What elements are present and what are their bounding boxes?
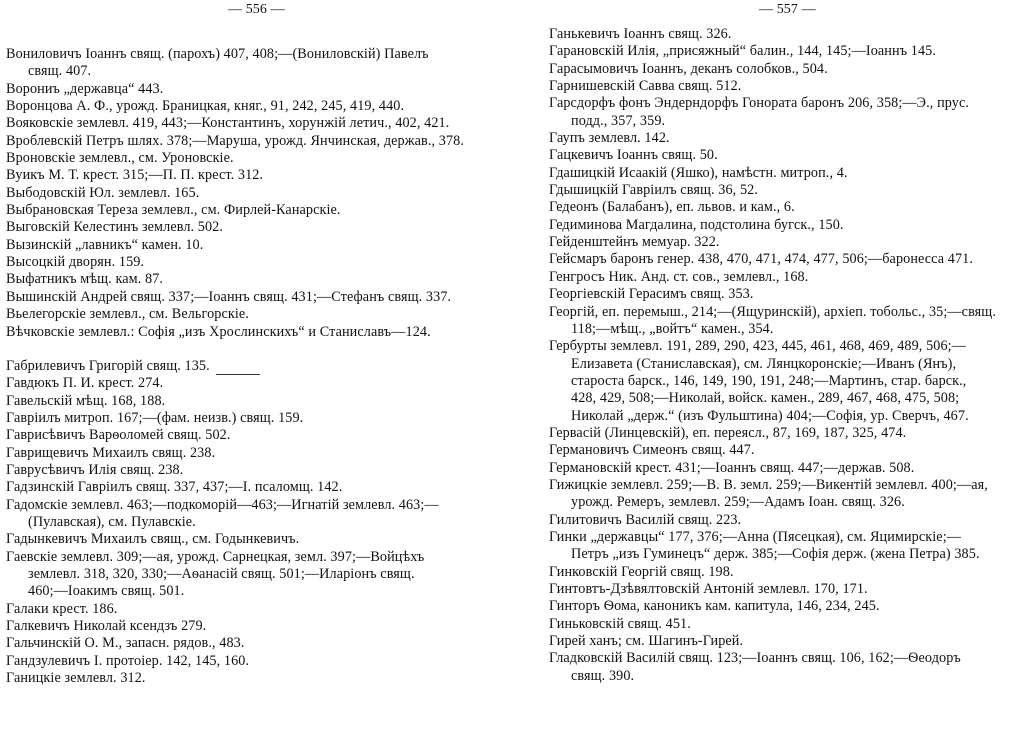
index-entry: Гальчинскій О. М., запасн. рядов., 483. — [6, 635, 245, 652]
index-entry: Гинтовтъ-Дзѣвялтовскій Антоній землевл. 170, 171. — [549, 581, 868, 597]
index-entry: Галаки крест. 186. — [6, 600, 118, 617]
index-entry: Гилитовичъ Василій свящ. 223. — [549, 511, 742, 528]
index-entry: Гадзинскій Гавріилъ свящ. 337, 437;—І. псаломщ. 142. — [6, 479, 343, 496]
index-entry: Гинковскій Георгій свящ. 198. — [549, 563, 734, 580]
index-entry: Выговскій Келестинъ землевл. 502. — [6, 219, 224, 236]
page-number: — 557 — — [759, 2, 816, 17]
index-entry: Вониловичъ Іоаннъ свящ. (парохъ) 407, 408;—(Вониловскій) Павелъ — [6, 46, 429, 62]
index-entry: Ворониъ „державца“ 443. — [6, 80, 164, 97]
index-entry-continuation: Петръ „изъ Гуминецъ“ держ. 385;—Софія держ. (жена Петра) 385. — [571, 546, 980, 563]
section-divider — [216, 374, 260, 375]
index-entry: Георгіевскій Герасимъ свящ. 353. — [549, 286, 754, 303]
index-entry: Гавдюкъ П. И. крест. 274. — [6, 375, 164, 392]
index-entry: Вѣчковскіе землевл.: Софія „изъ Хрослинскихъ“ и Станиславъ—124. — [6, 323, 431, 340]
index-entry-continuation: 118;—мѣщ., „войтъ“ камен., 354. — [571, 320, 774, 337]
index-entry-continuation: Елизавета (Станиславская), см. Лянцкоронскіе;—Иванъ (Янъ), — [571, 355, 957, 372]
index-entry-continuation: подд., 357, 359. — [571, 112, 666, 129]
index-entry: Габрилевичъ Григорій свящ. 135. — [6, 357, 210, 374]
index-entries — [549, 26, 1024, 685]
index-entry: Ганицкіе землевл. 312. — [6, 670, 146, 687]
index-entry-continuation: староста барск., 146, 149, 190, 191, 248;—Мартинъ, стар. барск., — [571, 372, 967, 389]
index-entry-continuation: свящ. 407. — [28, 63, 92, 80]
index-entry: Вызинскій „лавникъ“ камен. 10. — [6, 236, 204, 253]
index-entry: Гербурты землевл. 191, 289, 290, 423, 445, 461, 468, 469, 489, 506;— — [549, 338, 966, 355]
index-entry: Вьелегорскіе землевл., см. Вельгорскіе. — [6, 306, 249, 323]
index-entry: Гарнишевскій Савва свящ. 512. — [549, 78, 742, 95]
index-entry: Вроблевскій Петръ шлях. 378;—Маруша, урожд. Янчинская, держав., 378. — [6, 132, 465, 149]
index-entry: Выбодовскій Юл. землевл. 165. — [6, 184, 200, 201]
index-entry: Гдышицкій Гавріилъ свящ. 36, 52. — [549, 182, 758, 199]
index-entry: Гавельскій мѣщ. 168, 188. — [6, 392, 166, 409]
index-entry: Гедиминова Магдалина, подстолина бугск., 150. — [549, 216, 844, 233]
index-entry-continuation: (Пулавская), см. Пулавскіе. — [28, 513, 196, 530]
index-entry-continuation: 428, 429, 508;—Николай, войск. камен., 289, 467, 468, 475, 508; — [571, 390, 960, 407]
index-entry: Вроновскіе землевл., см. Уроновскіе. — [6, 150, 234, 167]
index-entry: Вышинскій Андрей свящ. 337;—Іоаннъ свящ. 431;—Стефанъ свящ. 337. — [6, 288, 452, 305]
index-entry: Гаврисѣвичъ Варѳоломей свящ. 502. — [6, 427, 231, 444]
index-entry: Гацкевичъ Іоаннъ свящ. 50. — [549, 147, 718, 164]
index-entry: Галкевичъ Николай ксендзъ 279. — [6, 618, 207, 634]
index-entry: Гижицкіе землевл. 259;—В. В. земл. 259;—Викентій землевл. 400;—ая, — [549, 476, 988, 493]
index-entry: Гейденштейнъ мемуар. 322. — [549, 234, 720, 251]
index-entry: Гадынкевичъ Михаилъ свящ., см. Годынкевичъ. — [6, 531, 300, 548]
index-entry: Германовскій крест. 431;—Іоаннъ свящ. 447;—держав. 508. — [549, 459, 915, 476]
index-entry: Вуикъ М. Т. крест. 315;—П. П. крест. 312. — [6, 167, 264, 184]
index-entry: Выфатникъ мѣщ. кам. 87. — [6, 271, 164, 288]
index-entry-continuation: Николай „держ.“ (изъ Фульштина) 404;—Софія, ур. Сверчъ, 467. — [571, 407, 969, 424]
index-entry: Гаупъ землевл. 142. — [549, 130, 670, 147]
index-entry: Гейсмаръ баронъ генер. 438, 470, 471, 474, 477, 506;—баронесса 471. — [549, 251, 974, 268]
section-gap — [6, 341, 506, 358]
right-page — [549, 0, 1024, 750]
index-entry: Гарановскій Илія, „присяжный“ балин., 144, 145;—Іоаннъ 145. — [549, 43, 937, 60]
index-entry: Гинторъ Ѳома, каноникъ кам. капитула, 146, 234, 245. — [549, 598, 880, 615]
index-entry: Гадомскіе землевл. 463;—подкоморій—463;—Игнатій землевл. 463;— — [6, 496, 439, 513]
index-entry: Гладковскій Василій свящ. 123;—Іоаннъ свящ. 106, 162;—Ѳеодоръ — [549, 650, 961, 667]
index-entry: Гирей ханъ; см. Шагинъ-Гирей. — [549, 633, 744, 650]
index-entry: Германовичъ Симеонъ свящ. 447. — [549, 442, 755, 459]
index-entry: Гаевскіе землевл. 309;—ая, урожд. Сарнецкая, земл. 397;—Войцѣхъ — [6, 548, 425, 565]
index-entry-continuation: 460;—Іоакимъ свящ. 501. — [28, 583, 185, 600]
index-entry-continuation: свящ. 390. — [571, 667, 635, 684]
index-entry: Ганькевичъ Іоаннъ свящ. 326. — [549, 26, 732, 42]
index-entry: Гервасій (Линцевскій), еп. переясл., 87, 169, 187, 325, 474. — [549, 424, 907, 441]
index-entry: Гаврищевичъ Михаилъ свящ. 238. — [6, 444, 216, 461]
index-entry: Гедеонъ (Балабанъ), еп. львов. и кам., 6. — [549, 199, 795, 216]
index-entry: Гиньковскій свящ. 451. — [549, 615, 691, 632]
index-entry: Георгій, еп. перемыш., 214;—(Ящуринскій), архіеп. тобольс., 35;—свящ. — [549, 303, 996, 320]
index-entry: Гавріилъ митроп. 167;—(фам. неизв.) свящ. 159. — [6, 409, 304, 426]
index-entry: Воронцова А. Ф., урожд. Браницкая, княг., 91, 242, 245, 419, 440. — [6, 98, 405, 115]
page-number: — 556 — — [228, 2, 285, 17]
index-entry: Гдашицкій Исаакій (Яшко), намѣстн. митроп., 4. — [549, 164, 848, 181]
index-entry-continuation: урожд. Ремеръ, землевл. 259;—Адамъ Іоан. свящ. 326. — [571, 494, 905, 511]
index-entries — [6, 46, 506, 687]
index-entry: Гаврусѣвичъ Илія свящ. 238. — [6, 461, 184, 478]
index-entry-continuation: землевл. 318, 320, 330;—Аѳанасій свящ. 501;—Иларіонъ свящ. — [28, 565, 415, 582]
index-entry: Гарсдорфъ фонъ Эндерндорфъ Гонората баронъ 206, 358;—Э., прус. — [549, 95, 970, 112]
index-entry: Высоцкій дворян. 159. — [6, 254, 145, 271]
index-entry: Гарасымовичъ Іоаннъ, деканъ солобков., 504. — [549, 60, 828, 77]
index-entry: Генгросъ Ник. Анд. ст. сов., землевл., 168. — [549, 268, 809, 285]
left-page — [6, 0, 506, 750]
index-entry: Гинки „державцы“ 177, 376;—Анна (Пясецкая), см. Яцимирскіе;— — [549, 528, 962, 545]
index-entry: Гандзулевичъ І. протоіер. 142, 145, 160. — [6, 652, 250, 669]
index-entry: Вояковскіе землевл. 419, 443;—Константинъ, хорунжій летич., 402, 421. — [6, 115, 450, 132]
index-entry: Выбрановская Тереза землевл., см. Фирлей-Канарскіе. — [6, 202, 341, 219]
